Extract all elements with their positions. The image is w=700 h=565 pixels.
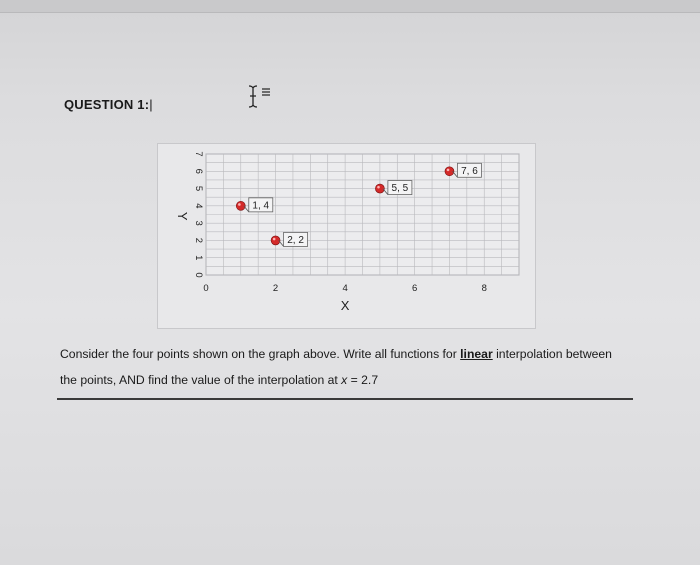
data-label: 1, 4 <box>252 200 270 212</box>
variable-x: x <box>341 373 348 387</box>
prompt-line-1 <box>60 341 650 367</box>
data-label: 5, 5 <box>391 183 409 195</box>
y-tick-label: 5 <box>193 185 204 192</box>
x-tick-label: 0 <box>203 283 209 294</box>
prompt-line-2-start: the points, AND find the value of the interpolation at <box>60 373 342 387</box>
keyword-linear: linear <box>460 347 493 361</box>
x-axis-label: X <box>340 298 350 313</box>
x-tick-label: 6 <box>412 283 418 294</box>
prompt-line-1-end: interpolation between <box>492 347 612 361</box>
y-tick-label: 2 <box>193 237 204 244</box>
top-bar <box>0 0 700 13</box>
y-tick-label: 4 <box>193 203 204 209</box>
question-title <box>64 97 153 112</box>
y-tick-label: 1 <box>193 255 204 261</box>
data-point-highlight <box>377 186 380 189</box>
data-point-highlight <box>447 169 450 172</box>
data-label: 7, 6 <box>461 165 478 177</box>
prompt-line-2-end: = 2.7 <box>347 373 379 387</box>
data-point-highlight <box>238 203 241 206</box>
chart-panel <box>157 143 536 329</box>
question-prompt <box>60 341 650 393</box>
y-tick-label: 3 <box>193 220 204 226</box>
prompt-line-1-start: Consider the four points shown on the graph above. Write all functions for <box>60 347 461 361</box>
y-tick-label: 6 <box>193 168 204 174</box>
y-tick-label: 7 <box>193 151 204 157</box>
y-axis-label: Y <box>175 211 190 221</box>
x-tick-label: 8 <box>481 283 487 294</box>
divider <box>57 398 633 400</box>
text-cursor-icon <box>244 84 276 110</box>
prompt-line-2 <box>60 367 650 393</box>
scatter-chart <box>158 144 535 328</box>
text-caret: | <box>149 97 153 112</box>
x-tick-label: 4 <box>342 283 348 294</box>
data-label: 2, 2 <box>287 234 304 246</box>
question-title-text: QUESTION 1: <box>64 97 150 112</box>
x-tick-label: 2 <box>272 283 279 294</box>
data-point-highlight <box>273 238 276 241</box>
y-tick-label: 0 <box>193 272 204 278</box>
